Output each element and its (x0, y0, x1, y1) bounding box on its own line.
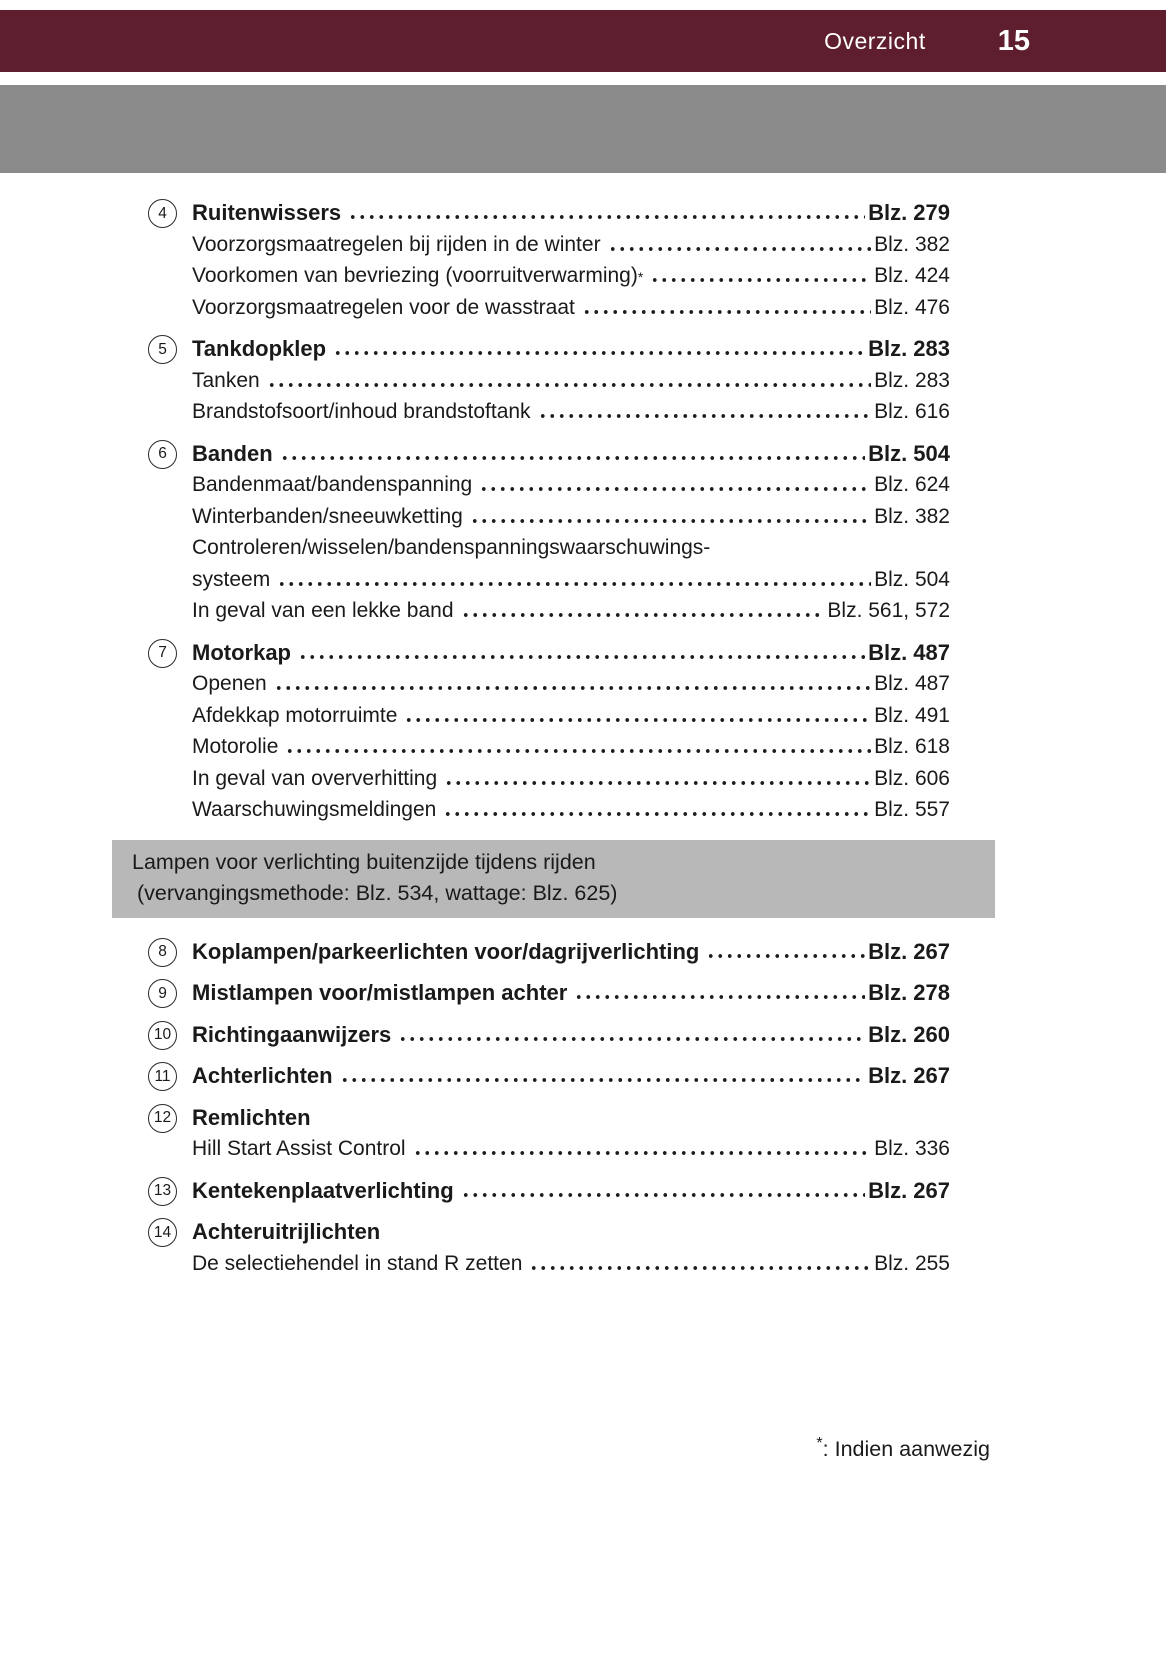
dot-leader (479, 469, 871, 501)
sub-entry-label: Afdekkap motorruimte (192, 703, 398, 727)
toc-entry (148, 197, 950, 323)
entry-title-line (192, 333, 950, 365)
lighting-note-line2: (vervangingsmethode: Blz. 534, wattage: Blz. 625) (137, 880, 618, 905)
dot-leader (274, 668, 871, 700)
entries-section-bottom (148, 936, 950, 1280)
sub-entry-page-ref: Blz. 476 (874, 295, 950, 319)
entry-title-line (192, 936, 950, 968)
sub-entry-page-ref: Blz. 382 (874, 504, 950, 528)
sub-entry-page-ref: Blz. 424 (874, 264, 950, 287)
entry-page-ref: Blz. 267 (868, 1063, 950, 1088)
entry-number: 7 (158, 644, 167, 662)
entry-title-line (192, 197, 950, 229)
manual-overview-page (0, 10, 1166, 1462)
toc-entry (148, 1175, 950, 1207)
dot-leader (285, 731, 871, 763)
toc-entry (148, 637, 950, 826)
entry-number-badge (148, 335, 177, 364)
entry-page-ref: Blz. 504 (868, 440, 950, 466)
sub-entry-label: Winterbanden/sneeuwketting (192, 504, 463, 528)
sub-entry-label: Hill Start Assist Control (192, 1137, 406, 1160)
sub-entry-label: Tanken (192, 368, 260, 392)
sub-entry-page-ref: Blz. 616 (874, 400, 950, 423)
sub-entry-label: Waarschuwingsmeldingen (192, 798, 437, 821)
entry-number: 10 (153, 1026, 172, 1044)
sub-entry-label: Controleren/wisselen/bandenspanningswaarschuwings- (192, 536, 711, 559)
entry-title: Achteruitrijlichten (192, 1219, 381, 1244)
sub-entry-line (192, 1248, 950, 1280)
sub-entry-label: Brandstofsoort/inhoud brandstoftank (192, 400, 531, 423)
toc-entry (148, 977, 950, 1009)
entry-body (192, 1060, 950, 1092)
sub-entry-line (192, 700, 950, 732)
dot-leader (461, 1175, 865, 1207)
exterior-lighting-note (112, 840, 995, 918)
dot-leader (529, 1248, 871, 1280)
entry-number-badge (148, 1021, 177, 1050)
entry-title-line (192, 1216, 950, 1248)
sub-entry-page-ref: Blz. 336 (874, 1137, 950, 1160)
sub-entry-label: In geval van een lekke band (192, 599, 454, 622)
entry-title: Koplampen/parkeerlichten voor/dagrijverlichting (192, 938, 700, 964)
entry-title-line (192, 977, 950, 1009)
sub-entry-line (192, 668, 950, 700)
dot-leader (650, 260, 871, 292)
sub-entry-line (192, 763, 950, 795)
sub-entry-label: Openen (192, 672, 267, 695)
dot-leader (608, 229, 872, 261)
entry-title-line (192, 438, 950, 470)
dot-leader (461, 595, 825, 627)
dot-leader (404, 700, 871, 732)
entry-number: 5 (158, 340, 167, 358)
entry-page-ref: Blz. 267 (868, 1177, 950, 1203)
entry-page-ref: Blz. 267 (868, 938, 950, 964)
toc-entry (148, 333, 950, 428)
sub-entry-page-ref: Blz. 491 (874, 703, 950, 727)
sub-entry-line (192, 794, 950, 826)
page-number: 15 (997, 24, 1030, 57)
entry-body (192, 1019, 950, 1051)
entry-body (192, 333, 950, 428)
sub-entry-line (192, 532, 950, 564)
dot-leader (398, 1019, 865, 1051)
sub-entry-line (192, 1133, 950, 1165)
entry-number: 6 (158, 445, 167, 463)
dot-leader (538, 396, 872, 428)
toc-content (0, 173, 1166, 1462)
page-header-bar (0, 10, 1166, 72)
entry-number-badge (148, 1218, 177, 1247)
dot-leader (280, 438, 865, 470)
sub-entry-label: systeem (192, 567, 271, 591)
sub-entry-page-ref: Blz. 487 (874, 672, 950, 695)
entry-title-line (192, 637, 950, 669)
entry-page-ref: Blz. 487 (868, 639, 950, 665)
entry-body (192, 977, 950, 1009)
entry-title: Achterlichten (192, 1063, 333, 1088)
entry-title: Banden (192, 440, 273, 466)
entry-number-badge (148, 199, 177, 228)
entry-body (192, 197, 950, 323)
entry-title: Remlichten (192, 1104, 311, 1130)
sub-entry-line (192, 396, 950, 428)
dot-leader (444, 763, 871, 795)
sub-entry-line (192, 229, 950, 261)
sub-entry-line: Voorkomen van bevriezing (voorruitverwarming) * Blz. 424 (192, 260, 950, 292)
sub-entry-page-ref: Blz. 283 (874, 368, 950, 392)
asterisk-mark: * (816, 1434, 823, 1452)
entry-body (192, 637, 950, 826)
sub-entry-line (192, 564, 950, 596)
entry-title: Richtingaanwijzers (192, 1021, 392, 1047)
entry-title-line (192, 1019, 950, 1051)
sub-entry-page-ref: Blz. 618 (874, 735, 950, 758)
entry-title: Motorkap (192, 639, 291, 665)
entry-number-badge (148, 440, 177, 469)
entry-page-ref: Blz. 260 (868, 1021, 950, 1047)
sub-entry-line (192, 595, 950, 627)
entry-title: Mistlampen voor/mistlampen achter (192, 980, 568, 1005)
entry-number: 14 (153, 1223, 172, 1241)
dot-leader (340, 1060, 865, 1092)
sub-entry-page-ref: Blz. 504 (874, 567, 950, 591)
entry-body (192, 1175, 950, 1207)
entry-number-badge (148, 1104, 177, 1133)
entry-page-ref: Blz. 279 (868, 200, 950, 225)
entry-title: Kentekenplaatverlichting (192, 1177, 454, 1203)
sub-entry-label: Motorolie (192, 735, 279, 758)
toc-entry (148, 936, 950, 968)
dot-leader (333, 333, 865, 365)
entry-body (192, 438, 950, 627)
entry-number-badge (148, 979, 177, 1008)
entry-number: 9 (158, 984, 167, 1002)
section-title: Overzicht (824, 27, 926, 54)
entry-number: 11 (154, 1067, 171, 1085)
entry-number-badge (148, 1177, 177, 1206)
toc-entry (148, 1019, 950, 1051)
dot-leader (267, 365, 871, 397)
entry-title-line (192, 1102, 950, 1134)
sub-entry-page-ref: Blz. 557 (874, 798, 950, 821)
sub-entry-line (192, 469, 950, 501)
entry-body (192, 936, 950, 968)
lighting-note-line1: Lampen voor verlichting buitenzijde tijdens rijden (132, 849, 596, 874)
sub-entry-page-ref: Blz. 382 (874, 232, 950, 256)
toc-entry (148, 1102, 950, 1165)
entry-number: 8 (158, 943, 167, 961)
sub-entry-page-ref: Blz. 624 (874, 473, 950, 496)
entry-title: Tankdopklep (192, 336, 327, 361)
dot-leader (413, 1133, 872, 1165)
sub-entry-line (192, 501, 950, 533)
footnote-text: : Indien aanwezig (822, 1437, 990, 1461)
entry-number: 4 (158, 204, 167, 222)
entry-body (192, 1102, 950, 1165)
sub-entry-line (192, 365, 950, 397)
toc-entry (148, 1216, 950, 1279)
entry-number-badge (148, 1062, 177, 1091)
entry-page-ref: Blz. 278 (868, 980, 950, 1005)
entry-number: 13 (153, 1182, 172, 1200)
sub-entry-label: Bandenmaat/bandenspanning (192, 473, 473, 496)
dot-leader (277, 564, 871, 596)
sub-entry-label: De selectiehendel in stand R zetten (192, 1251, 523, 1275)
entry-number: 12 (153, 1109, 172, 1127)
sub-entry-line (192, 292, 950, 324)
dot-leader (470, 501, 871, 533)
entry-page-ref: Blz. 283 (868, 336, 950, 361)
entry-title-line (192, 1175, 950, 1207)
entry-title: Ruitenwissers (192, 200, 342, 225)
dot-leader (298, 637, 865, 669)
entries-section-top (148, 197, 950, 826)
toc-entry (148, 438, 950, 627)
sub-entry-line (192, 731, 950, 763)
entry-number-badge (148, 639, 177, 668)
dot-leader (574, 977, 865, 1009)
dot-leader (582, 292, 871, 324)
sub-entry-label: Voorzorgsmaatregelen bij rijden in de winter (192, 232, 601, 256)
toc-entry (148, 1060, 950, 1092)
sub-entry-label: Voorkomen van bevriezing (voorruitverwarming) (192, 264, 638, 287)
sub-entry-label: In geval van oververhitting (192, 766, 438, 790)
entry-number-badge (148, 938, 177, 967)
header-gray-band (0, 85, 1166, 173)
dot-leader (348, 197, 865, 229)
sub-entry-page-ref: Blz. 561, 572 (827, 599, 950, 622)
dot-leader (706, 936, 865, 968)
dot-leader (443, 794, 871, 826)
sub-entry-page-ref: Blz. 255 (874, 1251, 950, 1275)
footnote (148, 1434, 990, 1462)
sub-entry-page-ref: Blz. 606 (874, 766, 950, 790)
entry-title-line (192, 1060, 950, 1092)
entry-body (192, 1216, 950, 1279)
sub-entry-label: Voorzorgsmaatregelen voor de wasstraat (192, 295, 575, 319)
